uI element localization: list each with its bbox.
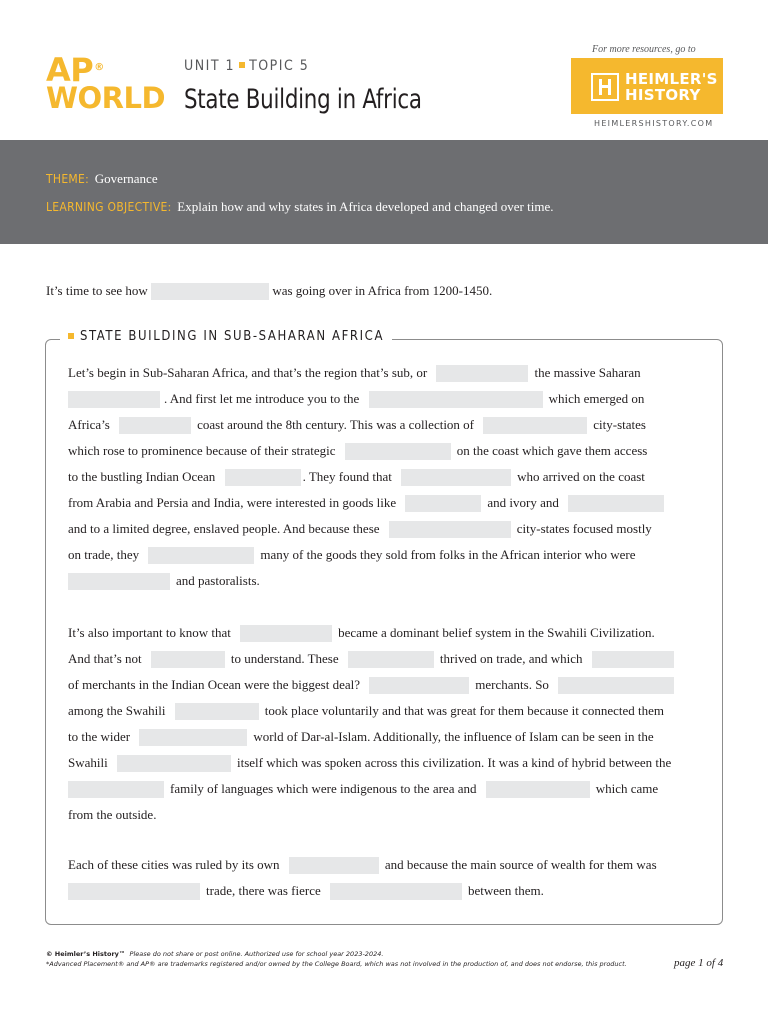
ap-logo-text: AP [46, 51, 94, 89]
page-number: page 1 of 4 [674, 957, 724, 969]
unit-topic-line [184, 58, 309, 74]
footer-trademark: *Advanced Placement® and AP® are trademarks registered and/or owned by the College Board, which was not involved in the production of, and does not endorse, this product. [46, 960, 627, 968]
fill-blank[interactable] [151, 651, 225, 668]
learning-objective-row: LEARNING OBJECTIVE: Explain how and why states in Africa developed and changed over time. [46, 199, 554, 214]
learning-objective-label: LEARNING OBJECTIVE [46, 200, 168, 214]
text-line: Swahili itself which was spoken across this civilization. It was a kind of hybrid between the [68, 755, 672, 770]
fill-blank[interactable] [401, 469, 511, 486]
fill-blank[interactable] [389, 521, 511, 538]
text-line: on trade, they many of the goods they sold from folks in the African interior who were [68, 547, 636, 562]
fill-blank[interactable] [175, 703, 259, 720]
resources-note: For more resources, go to [592, 44, 696, 55]
text-line: and pastoralists. [68, 572, 260, 591]
fill-blank[interactable] [139, 729, 247, 746]
theme-band [0, 140, 768, 244]
text-line: among the Swahili took place voluntarily and that was great for them because it connected them [68, 703, 664, 718]
fill-blank[interactable] [119, 417, 191, 434]
fill-blank[interactable] [486, 781, 590, 798]
text-line: from the outside. [68, 807, 157, 822]
fill-blank[interactable] [348, 651, 434, 668]
fill-blank[interactable] [68, 391, 160, 408]
heimlers-history-logo[interactable] [571, 58, 723, 114]
brand-url[interactable]: HEIMLERSHISTORY.COM [594, 119, 714, 128]
world-logo-text: WORLD [46, 81, 166, 115]
text-line: Each of these cities was ruled by its own and because the main source of wealth for them was [68, 857, 657, 872]
text-line: to the wider world of Dar-al-Islam. Additionally, the influence of Islam can be seen in the [68, 729, 654, 744]
fill-blank[interactable] [436, 365, 528, 382]
fill-blank[interactable] [483, 417, 587, 434]
text-line: And that’s not to understand. These thrived on trade, and which [68, 650, 674, 669]
text-line: . And first let me introduce you to the which emerged on [68, 390, 644, 409]
fill-blank[interactable] [117, 755, 231, 772]
fill-blank[interactable] [225, 469, 301, 486]
ap-world-logo [46, 51, 176, 115]
text-line: which rose to prominence because of their strategic on the coast which gave them access [68, 443, 648, 458]
fill-blank[interactable] [151, 283, 269, 300]
fill-blank[interactable] [289, 857, 379, 874]
square-bullet-icon [68, 333, 74, 339]
brand-name-line1: HEIMLER'S [625, 70, 718, 88]
fill-blank[interactable] [592, 651, 674, 668]
text-line: It’s also important to know that became a dominant belief system in the Swahili Civilization. [68, 625, 655, 640]
brand-name-line2: HISTORY [625, 86, 701, 104]
square-bullet-icon [239, 62, 245, 68]
theme-label: THEME [46, 172, 86, 186]
heimlers-h-icon [591, 73, 619, 101]
theme-row: THEME: Governance [46, 171, 158, 186]
text-line: family of languages which were indigenous to the area and which came [68, 780, 658, 799]
section-heading: STATE BUILDING IN SUB-SAHARAN AFRICA [60, 329, 392, 344]
learning-objective-value: Explain how and why states in Africa developed and changed over time. [177, 199, 554, 214]
unit-label: UNIT 1 [184, 58, 236, 74]
fill-blank[interactable] [558, 677, 674, 694]
theme-value: Governance [94, 171, 158, 186]
fill-blank[interactable] [330, 883, 462, 900]
fill-blank[interactable] [568, 495, 664, 512]
fill-blank[interactable] [68, 883, 200, 900]
fill-blank[interactable] [68, 781, 164, 798]
text-line: to the bustling Indian Ocean . They found that who arrived on the coast [68, 469, 645, 484]
text-line: and to a limited degree, enslaved people. And because these city-states focused mostly [68, 521, 652, 536]
topic-label: TOPIC 5 [249, 58, 310, 74]
intro-line: It’s time to see how was going over in Africa from 1200-1450. [46, 283, 493, 298]
footer-copyright: © Heimler’s History™ Please do not share or post online. Authorized use for school year 2023-2024. [46, 950, 384, 958]
text-line: of merchants in the Indian Ocean were the biggest deal? merchants. So [68, 676, 674, 695]
fill-blank[interactable] [68, 573, 170, 590]
text-line: Let’s begin in Sub-Saharan Africa, and that’s the region that’s sub, or the massive Saharan [68, 365, 641, 380]
fill-blank[interactable] [369, 677, 469, 694]
text-line: Africa’s coast around the 8th century. This was a collection of city-states [68, 417, 646, 432]
page-title: State Building in Africa [184, 84, 422, 115]
text-line: trade, there was fierce between them. [68, 882, 544, 901]
registered-mark: ® [94, 62, 104, 73]
text-line: from Arabia and Persia and India, were interested in goods like and ivory and [68, 494, 664, 513]
fill-blank[interactable] [240, 625, 332, 642]
fill-blank[interactable] [405, 495, 481, 512]
fill-blank[interactable] [148, 547, 254, 564]
fill-blank[interactable] [345, 443, 451, 460]
fill-blank[interactable] [369, 391, 543, 408]
